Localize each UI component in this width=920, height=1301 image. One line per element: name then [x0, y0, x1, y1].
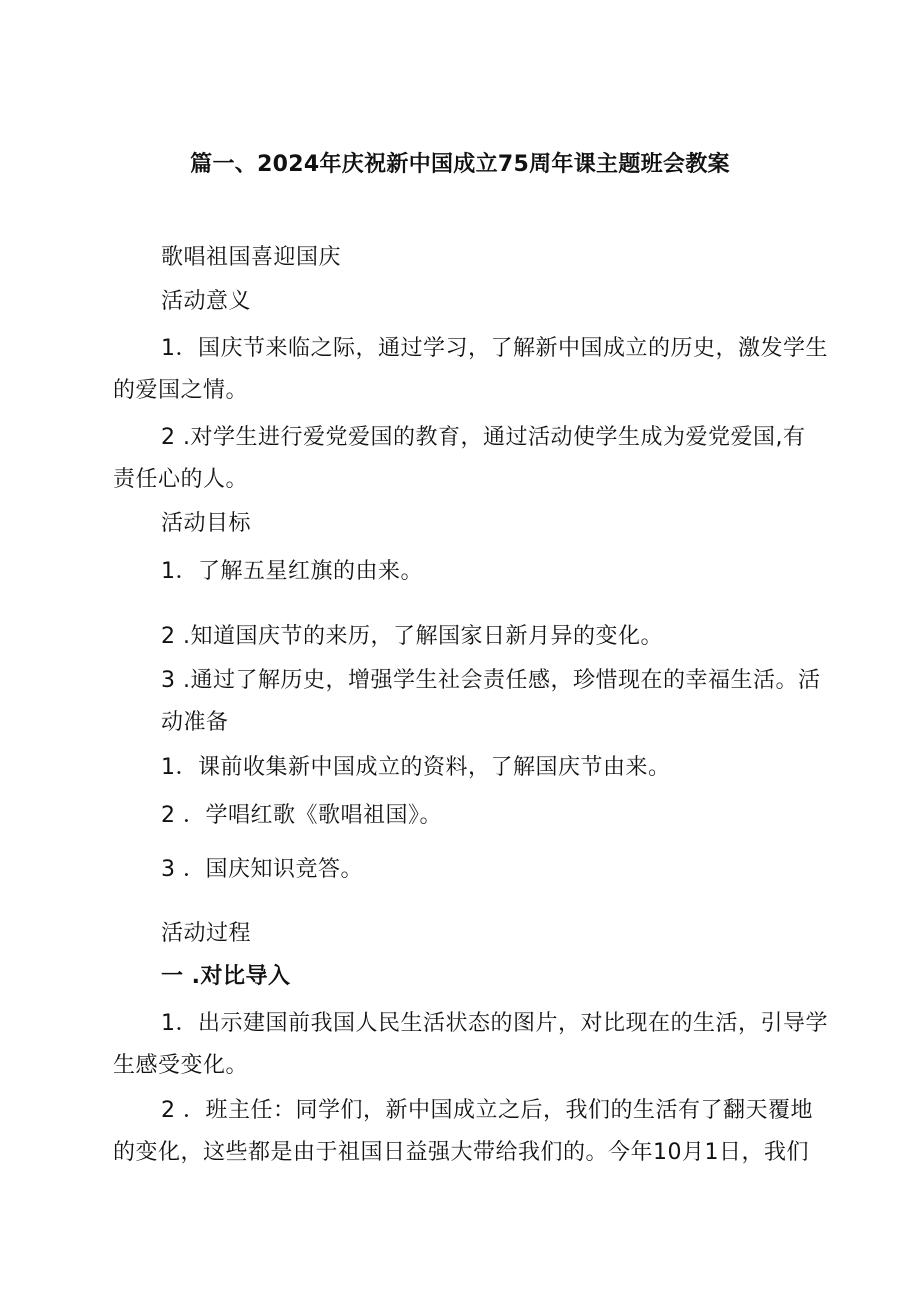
section-subheading-contrast: 一 .对比导入 — [161, 964, 291, 989]
paragraph-goal-3-line-2: 动准备 — [161, 710, 229, 735]
paragraph-prep-3: 3 ．国庆知识竞答。 — [161, 857, 363, 882]
paragraph-prep-1: 1．课前收集新中国成立的资料，了解国庆节由来。 — [161, 755, 671, 780]
paragraph-goal-3-line-1: 3 .通过了解历史，增强学生社会责任感，珍惜现在的幸福生活。活 — [161, 668, 821, 693]
section-heading-goal: 活动目标 — [161, 511, 252, 536]
paragraph-process-1-line-2: 生感受变化。 — [113, 1053, 249, 1078]
document-title: 篇一、2024年庆祝新中国成立75周年课主题班会教案 — [190, 152, 730, 177]
paragraph-meaning-1-line-1: 1．国庆节来临之际，通过学习，了解新中国成立的历史，激发学生 — [161, 336, 828, 361]
section-heading-meaning: 活动意义 — [161, 289, 252, 314]
paragraph-goal-2: 2 .知道国庆节的来历，了解国家日新月异的变化。 — [161, 624, 663, 649]
paragraph-process-2-line-2: 的变化，这些都是由于祖国日益强大带给我们的。今年10月1日，我们 — [113, 1140, 809, 1165]
section-heading-process: 活动过程 — [161, 921, 252, 946]
paragraph-meaning-2-line-2: 责任心的人。 — [113, 467, 249, 492]
paragraph-meaning-1-line-2: 的爱国之情。 — [113, 378, 249, 403]
paragraph-process-2-line-1: 2 ．班主任：同学们，新中国成立之后，我们的生活有了翻天覆地 — [161, 1098, 813, 1123]
paragraph-process-1-line-1: 1．出示建国前我国人民生活状态的图片，对比现在的生活，引导学 — [161, 1011, 828, 1036]
paragraph-meaning-2-line-1: 2 .对学生进行爱党爱国的教育，通过活动使学生成为爱党爱国,有 — [161, 425, 806, 450]
paragraph-goal-1: 1．了解五星红旗的由来。 — [161, 559, 423, 584]
subtitle: 歌唱祖国喜迎国庆 — [161, 245, 342, 270]
paragraph-prep-2: 2 ．学唱红歌《歌唱祖国》。 — [161, 803, 442, 828]
